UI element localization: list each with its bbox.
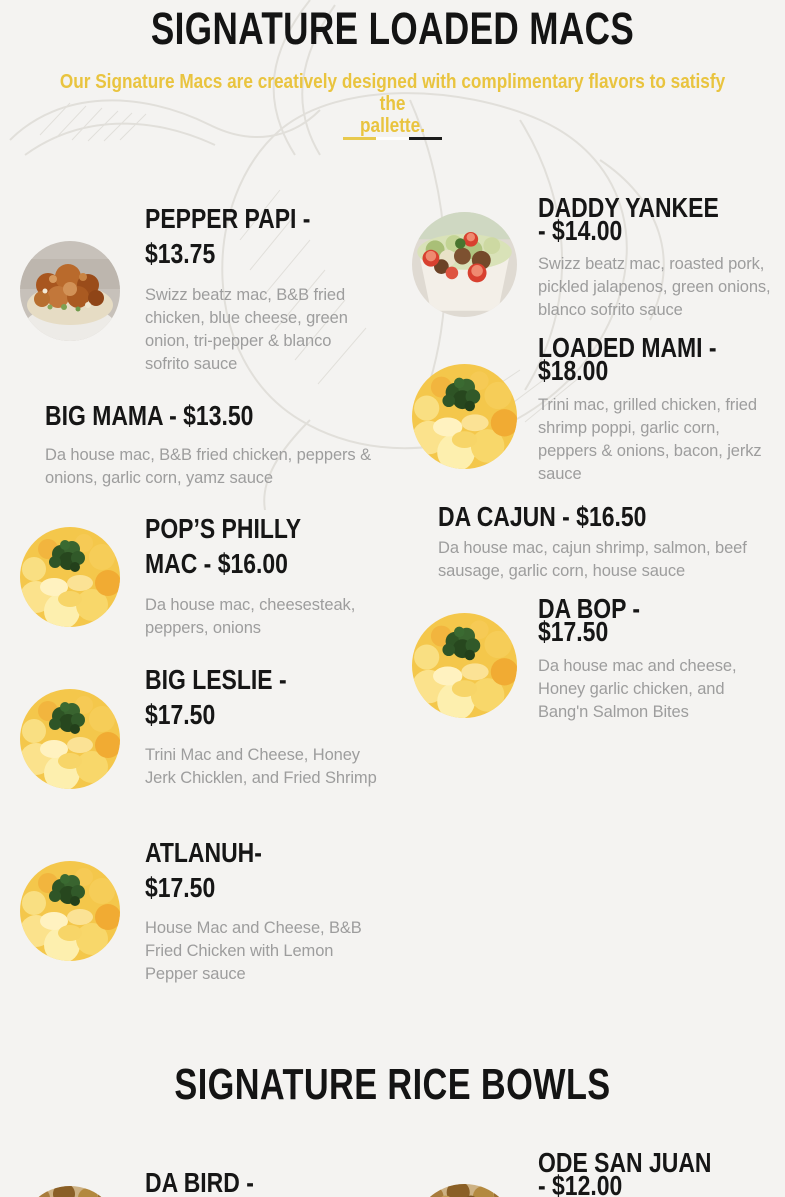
item-price-line: MAC - $16.00: [145, 548, 288, 579]
pepper-papi-photo: [20, 241, 120, 341]
divider-segment-yellow: [343, 137, 376, 140]
item-title-line: ATLANUH-: [145, 837, 262, 868]
item-price-line: - $14.00: [538, 215, 623, 246]
item-title-line: DADDY YANKEE: [538, 192, 719, 223]
item-title-pops-philly-mac: [145, 511, 301, 581]
daddy-yankee-photo: [412, 212, 517, 317]
divider-segment-black: [409, 137, 442, 140]
item-title-line: LOADED MAMI -: [538, 332, 717, 363]
section-title-rice-bowls: SIGNATURE RICE BOWLS: [174, 1060, 611, 1109]
section-subtitle: [55, 71, 730, 137]
item-desc-daddy-yankee: Swizz beatz mac, roasted pork, pickled jalapenos, green onions, blanco sofrito sauce: [538, 255, 771, 319]
loaded-mami-photo: [412, 364, 517, 469]
da-bird-photo: [20, 1186, 120, 1197]
ode-san-juan-photo: [412, 1184, 517, 1197]
item-title-line: PEPPER PAPI -: [145, 203, 311, 234]
atlanuh-photo: [20, 861, 120, 961]
item-price-line: $13.75: [145, 238, 216, 269]
item-price-line: - $12.00: [538, 1170, 623, 1197]
item-desc-atlanuh: House Mac and Cheese, B&B Fried Chicken with Lemon Pepper sauce: [145, 919, 362, 983]
section-title-loaded-macs: SIGNATURE LOADED MACS: [150, 3, 635, 54]
da-bop-photo: [412, 613, 517, 718]
item-title-line: BIG LESLIE -: [145, 664, 287, 695]
item-title-line: POP’S PHILLY: [145, 513, 302, 544]
item-title-loaded-mami: [538, 332, 717, 386]
divider-segment-white: [376, 137, 409, 140]
item-title-line: DA CAJUN - $16.50: [438, 501, 647, 532]
item-title-line: DA BIRD -: [145, 1167, 254, 1197]
item-title-pepper-papi: [145, 201, 310, 271]
item-title-daddy-yankee: [538, 192, 719, 246]
item-price-line: $18.00: [538, 355, 609, 386]
item-price-line: $17.50: [538, 616, 609, 647]
item-title-line: DA BOP -: [538, 593, 641, 624]
item-desc-da-bop: Da house mac and cheese, Honey garlic chicken, and Bang'n Salmon Bites: [538, 657, 737, 721]
item-title-line: ODE SAN JUAN: [538, 1147, 712, 1178]
item-desc-pepper-papi: Swizz beatz mac, B&B fried chicken, blue cheese, green onion, tri-pepper & blanco sofrito sauce: [145, 286, 348, 373]
item-desc-loaded-mami: Trini mac, grilled chicken, fried shrimp poppi, garlic corn, peppers & onions, bacon, jerkz sauce: [538, 396, 762, 483]
item-title-da-bop: [538, 593, 641, 647]
item-desc-big-leslie: Trini Mac and Cheese, Honey Jerk Chicklen, and Fried Shrimp: [145, 746, 377, 787]
item-desc-da-cajun: Da house mac, cajun shrimp, salmon, beef sausage, garlic corn, house sauce: [438, 539, 747, 580]
item-title-ode-san-juan: [538, 1147, 712, 1197]
subtitle-line-2: pallette.: [359, 115, 425, 137]
item-price-line: $17.50: [145, 872, 216, 903]
item-title-line: BIG MAMA - $13.50: [45, 400, 254, 431]
item-title-big-leslie: [145, 662, 287, 732]
item-title-big-mama: [45, 398, 253, 433]
item-title-da-cajun: [438, 499, 646, 534]
pops-philly-mac-photo: [20, 527, 120, 627]
big-leslie-photo: [20, 689, 120, 789]
item-desc-pops-philly-mac: Da house mac, cheesesteak, peppers, onions: [145, 596, 356, 637]
item-title-atlanuh: [145, 835, 262, 905]
item-title-da-bird: [145, 1165, 254, 1197]
subtitle-line-1: Our Signature Macs are creatively designed with complimentary flavors to satisfy the: [59, 71, 726, 115]
item-desc-big-mama: Da house mac, B&B fried chicken, peppers & onions, garlic corn, yamz sauce: [45, 446, 371, 487]
item-price-line: $17.50: [145, 699, 216, 730]
